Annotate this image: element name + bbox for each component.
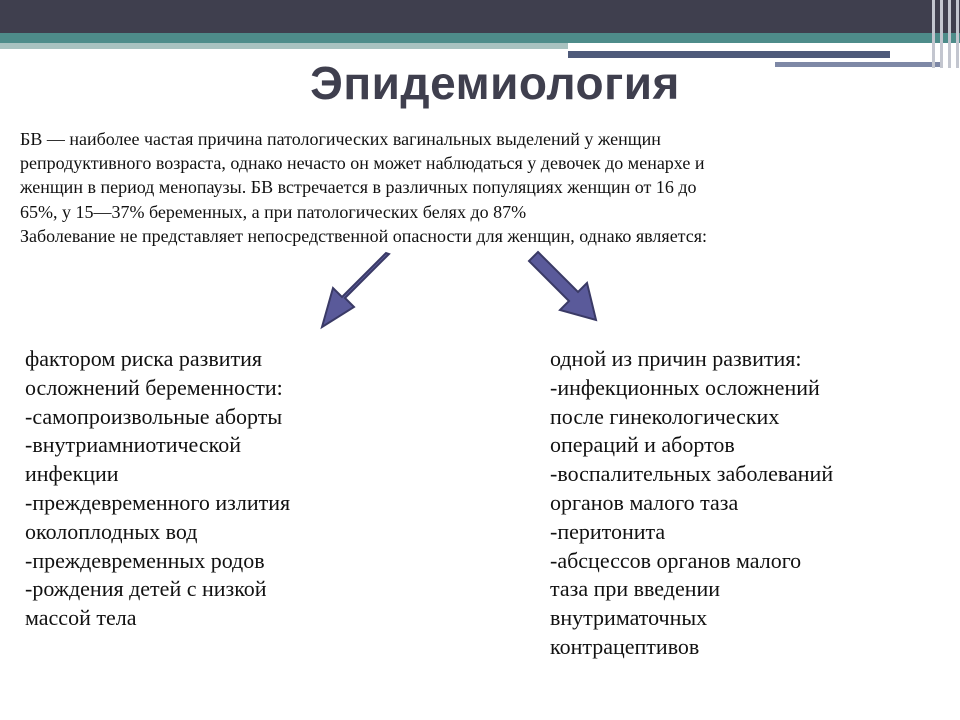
header-band-teal [0,33,960,43]
left-column-line: околоплодных вод [25,518,198,544]
right-column-line: органов малого таза [550,489,739,515]
left-column-line: -преждевременного излития [25,489,291,515]
right-column-line: таза при введении [550,576,721,602]
intro-line: репродуктивного возраста, однако нечасто он может наблюдаться у девочек до менархе и [20,153,705,174]
right-column-line: контрацептивов [550,633,700,659]
right-column-line: -воспалительных заболеваний [550,461,834,487]
intro-text [20,127,940,248]
header-band-light [0,43,568,49]
right-column-line: внутриматочных [550,605,708,631]
arrow-shape [529,252,596,320]
left-column-line: инфекции [25,461,119,487]
right-column-line: одной из причин развития: [550,346,802,371]
right-column [550,345,950,662]
left-column-line: -внутриамниотической [25,432,241,458]
right-column-line: -абсцессов органов малого [550,547,802,573]
right-column-line: после гинекологических [550,403,780,429]
left-column-line: фактором риска развития [25,346,263,371]
slide-title: Эпидемиология [310,57,680,109]
header-band-dark [0,0,960,33]
arrow-shape [322,253,389,327]
left-column [25,345,505,633]
left-column-line: осложнений беременности: [25,374,283,400]
arrow-down-right-icon [520,240,610,335]
left-column-line: -преждевременных родов [25,547,265,573]
right-column-line: -перитонита [550,518,666,544]
arrow-down-left-icon [310,245,400,340]
left-column-line: массой тела [25,605,137,631]
intro-line: БВ — наиболее частая причина патологических вагинальных выделений у женщин [20,129,661,149]
left-column-line: -самопроизвольные аборты [25,403,283,429]
right-column-line: операций и абортов [550,432,735,458]
intro-line: 65%, у 15—37% беременных, а при патологических белях до 87% [20,201,527,222]
intro-line: Заболевание не представляет непосредственной опасности для женщин, однако является: [20,225,708,246]
right-column-line: -инфекционных осложнений [550,374,820,400]
intro-line: женщин в период менопаузы. БВ встречается в различных популяциях женщин от 16 до [20,177,697,198]
left-column-line: -рождения детей с низкой [25,576,267,602]
